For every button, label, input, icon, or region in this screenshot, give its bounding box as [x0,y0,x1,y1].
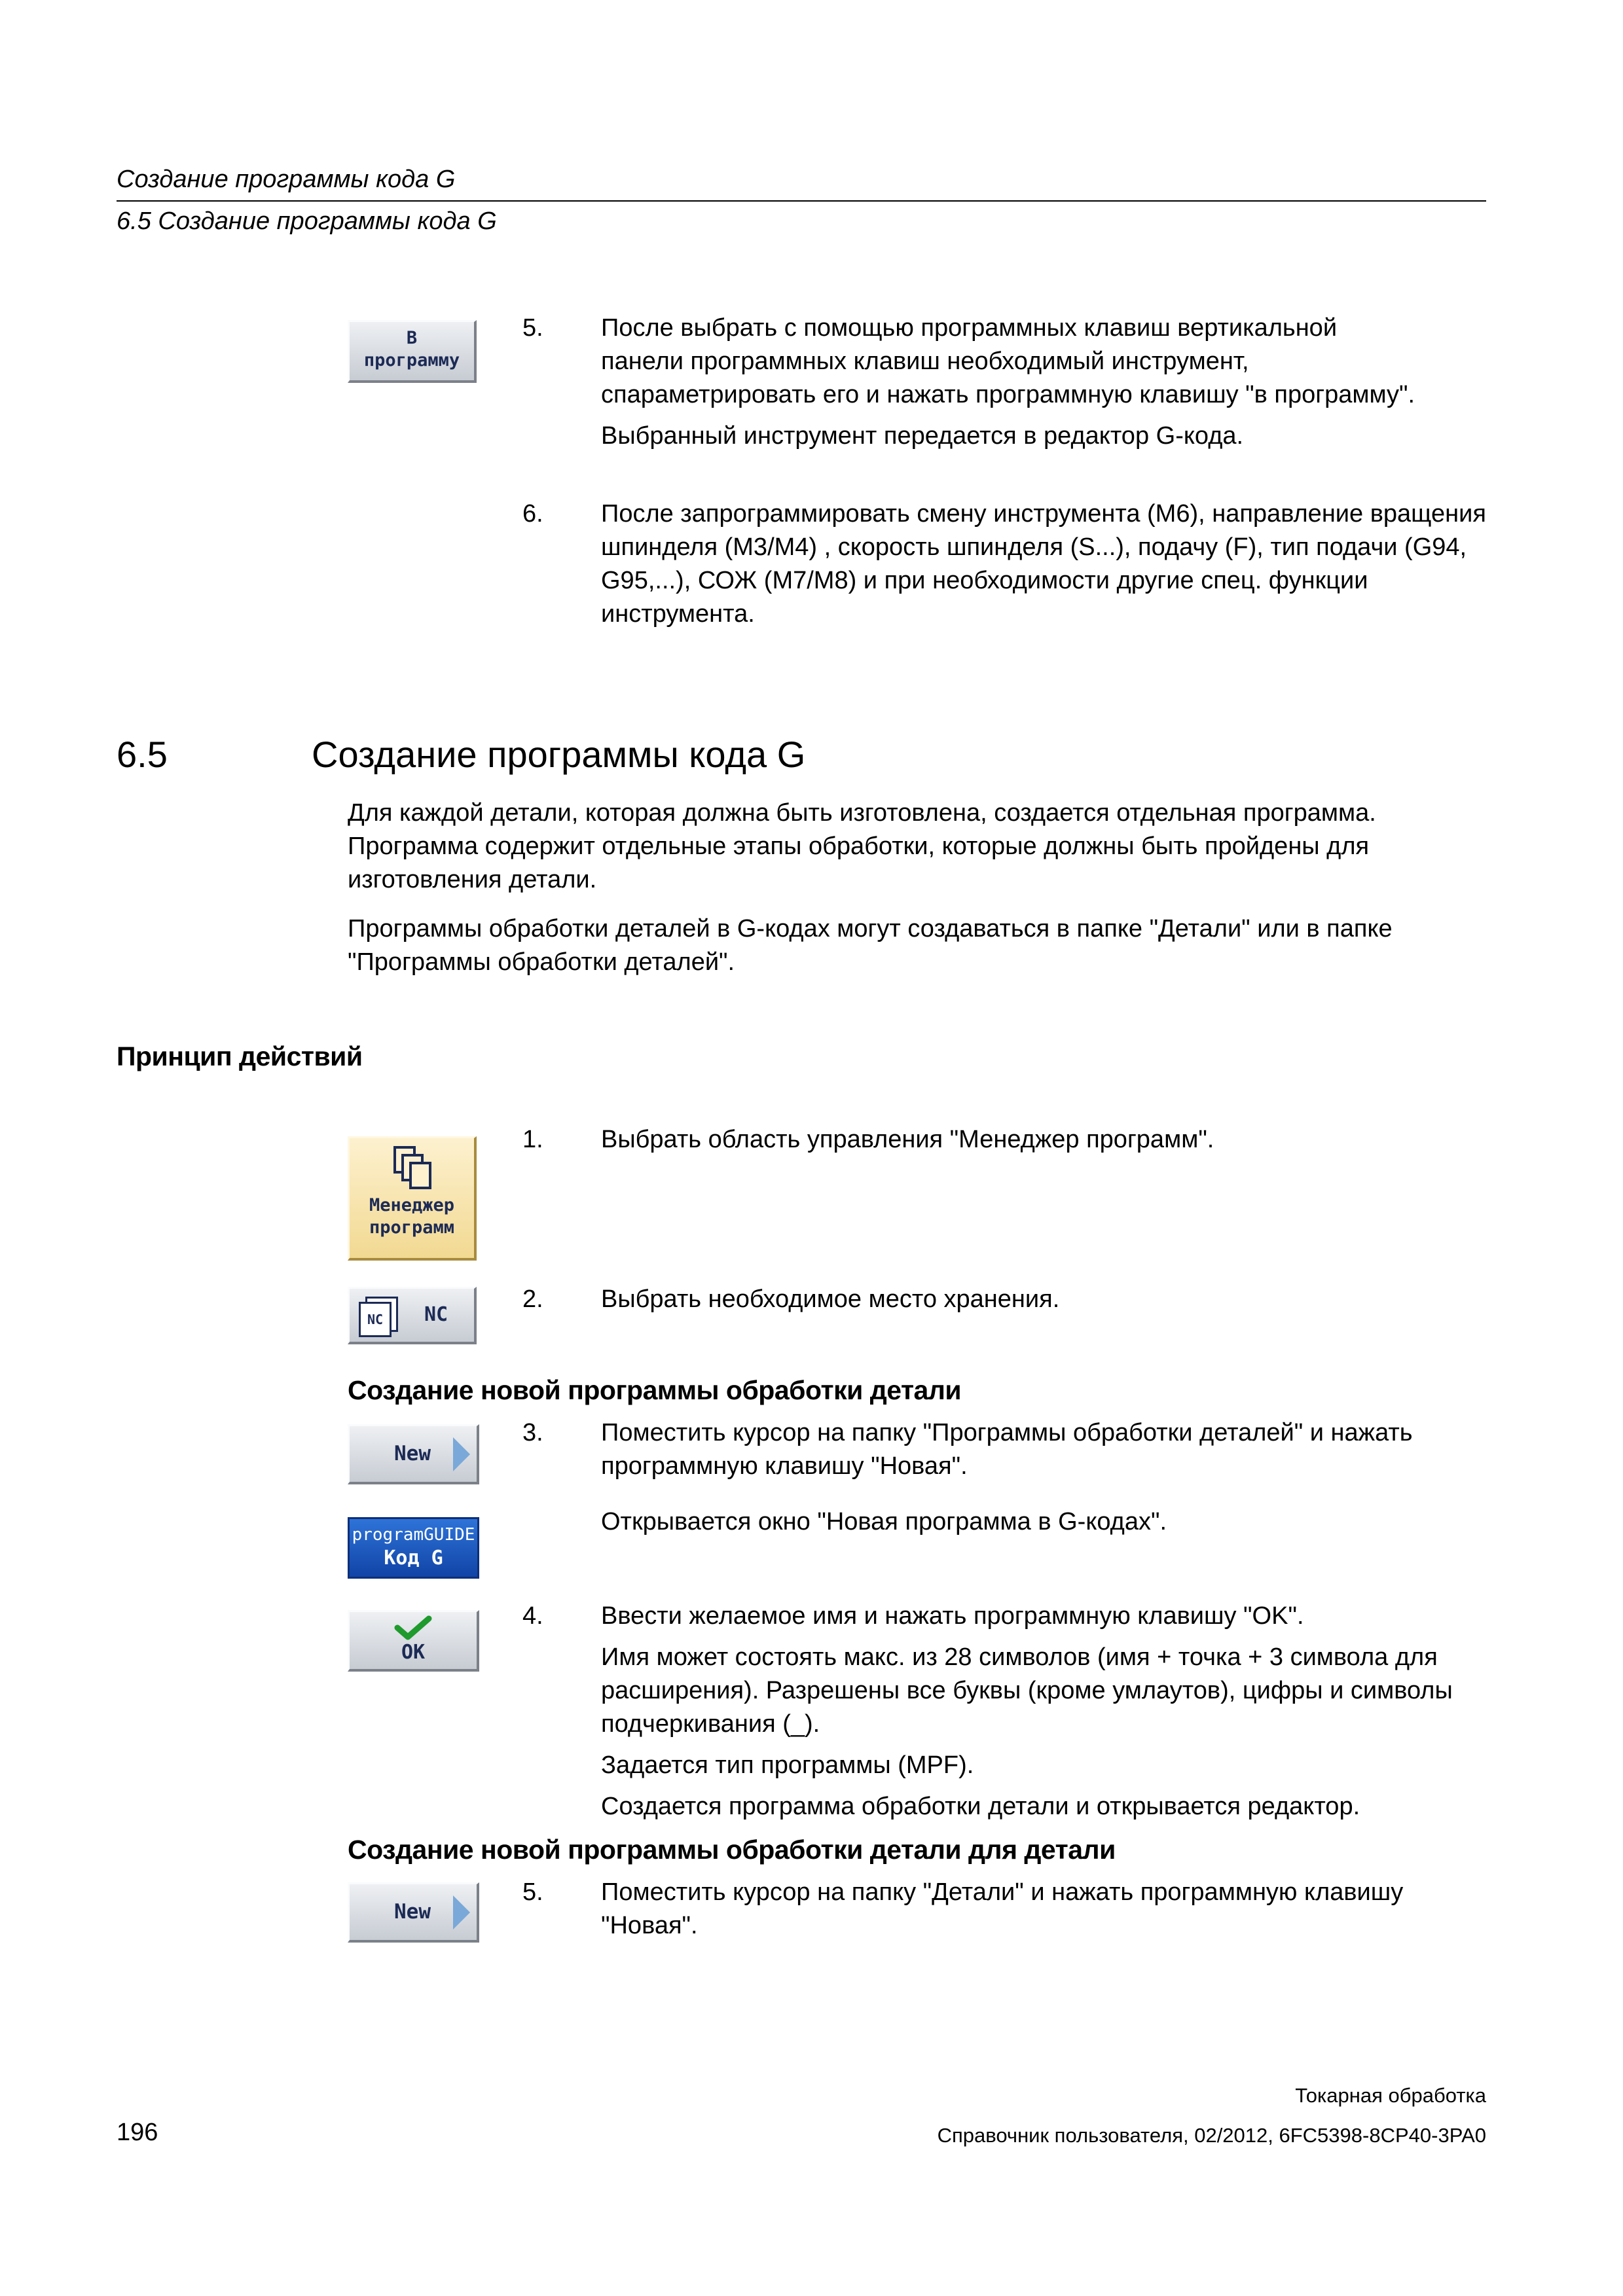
section-intro [348,797,1500,979]
arrow-right-icon [453,1437,470,1471]
running-header-chapter: Создание программы кода G [117,166,456,193]
intro-paragraph: Для каждой детали, которая должна быть изготовлена, создается отдельная программа. Программа содержит отдельные этапы обработки, которые должны быть пройдены для изготовления детали. [348,799,1376,893]
step-paragraph: После запрограммировать смену инструмента (M6), направление вращения шпинделя (M3/M4) , скорость шпинделя (S...), подачу (F), тип подачи (G94, G95,...), СОЖ (M7/M8) и при необходимости другие спец. функции инструмента. [601,500,1486,628]
subheading-new-part-program: Создание новой программы обработки детали [348,1375,962,1405]
step-text: Поместить курсор на папку "Программы обработки деталей" и нажать программную клавишу "Новая". [601,1419,1413,1480]
program-manager-softkey[interactable] [348,1136,477,1261]
new-softkey[interactable] [348,1882,479,1943]
step-number: 3. [522,1419,543,1446]
step-text: Выбрать необходимое место хранения. [601,1285,1060,1313]
step-number: 5. [522,1878,543,1906]
step-number: 2. [522,1285,543,1313]
step-number: 1. [522,1126,543,1153]
footer-manual-info: Справочник пользователя, 02/2012, 6FC5398-8CP40-3PA0 [937,2124,1486,2147]
step-text [601,312,1491,453]
step-number: 6. [522,500,543,528]
nc-storage-softkey[interactable] [348,1287,477,1344]
to-program-softkey[interactable] [348,320,477,383]
step-text [601,497,1491,631]
softkey-label-line1: Менеджер [369,1195,455,1215]
softkey-label: OK [401,1641,426,1664]
step-paragraph: Имя может состоять макс. из 28 символов (имя + точка + 3 символа для расширения). Разрешены все буквы (кроме умлаутов), цифры и символы подчеркивания (_). [601,1643,1453,1738]
softkey-label-line1: В [406,328,418,348]
running-header-section: 6.5 Создание программы кода G [117,207,497,235]
new-softkey[interactable] [348,1424,479,1484]
arrow-right-icon [453,1895,470,1929]
step-text: Поместить курсор на папку "Детали" и нажать программную клавишу "Новая". [601,1878,1404,1939]
nc-folder-icon [359,1297,395,1333]
section-number: 6.5 [117,734,168,775]
nc-icon-text: NC [359,1302,392,1337]
ok-softkey[interactable] [348,1610,479,1672]
step-text [601,1600,1491,1823]
page-number: 196 [117,2119,158,2146]
intro-paragraph: Программы обработки деталей в G-кодах могут создаваться в папке "Детали" или в папке "Программы обработки деталей". [348,915,1393,976]
subheading-new-program-for-part: Создание новой программы обработки детали для детали [348,1835,1116,1865]
header-rule [117,200,1486,202]
program-guide-softkey[interactable] [348,1517,479,1579]
softkey-label-top: programGUIDE [352,1525,475,1545]
section-title: Создание программы кода G [312,734,806,775]
step-paragraph: Задается тип программы (MPF). [601,1751,974,1779]
principle-heading: Принцип действий [117,1041,363,1071]
softkey-label: New [394,1900,431,1924]
softkey-label-line2: программ [369,1217,455,1238]
step-paragraph: Ввести желаемое имя и нажать программную клавишу "OK". [601,1602,1304,1630]
step-paragraph: Создается программа обработки детали и открывается редактор. [601,1793,1360,1820]
softkey-label-bottom: Код G [384,1547,443,1570]
step-text: Открывается окно "Новая программа в G-кодах". [601,1508,1167,1535]
softkey-label-line2: программу [363,350,460,370]
program-manager-icon [391,1145,433,1192]
step-text: Выбрать область управления "Менеджер программ". [601,1126,1214,1153]
step-paragraph: Выбранный инструмент передается в редактор G-кода. [601,422,1244,450]
checkmark-icon [393,1615,433,1641]
softkey-label: NC [424,1303,448,1326]
step-paragraph: После выбрать с помощью программных клавиш вертикальной панели программных клавиш необходимый инструмент, спараметрировать его и нажать программную клавишу "в программу". [601,314,1415,408]
footer-book-title: Токарная обработка [1295,2084,1486,2107]
step-number: 4. [522,1602,543,1630]
step-number: 5. [522,314,543,342]
softkey-label: New [394,1442,431,1465]
